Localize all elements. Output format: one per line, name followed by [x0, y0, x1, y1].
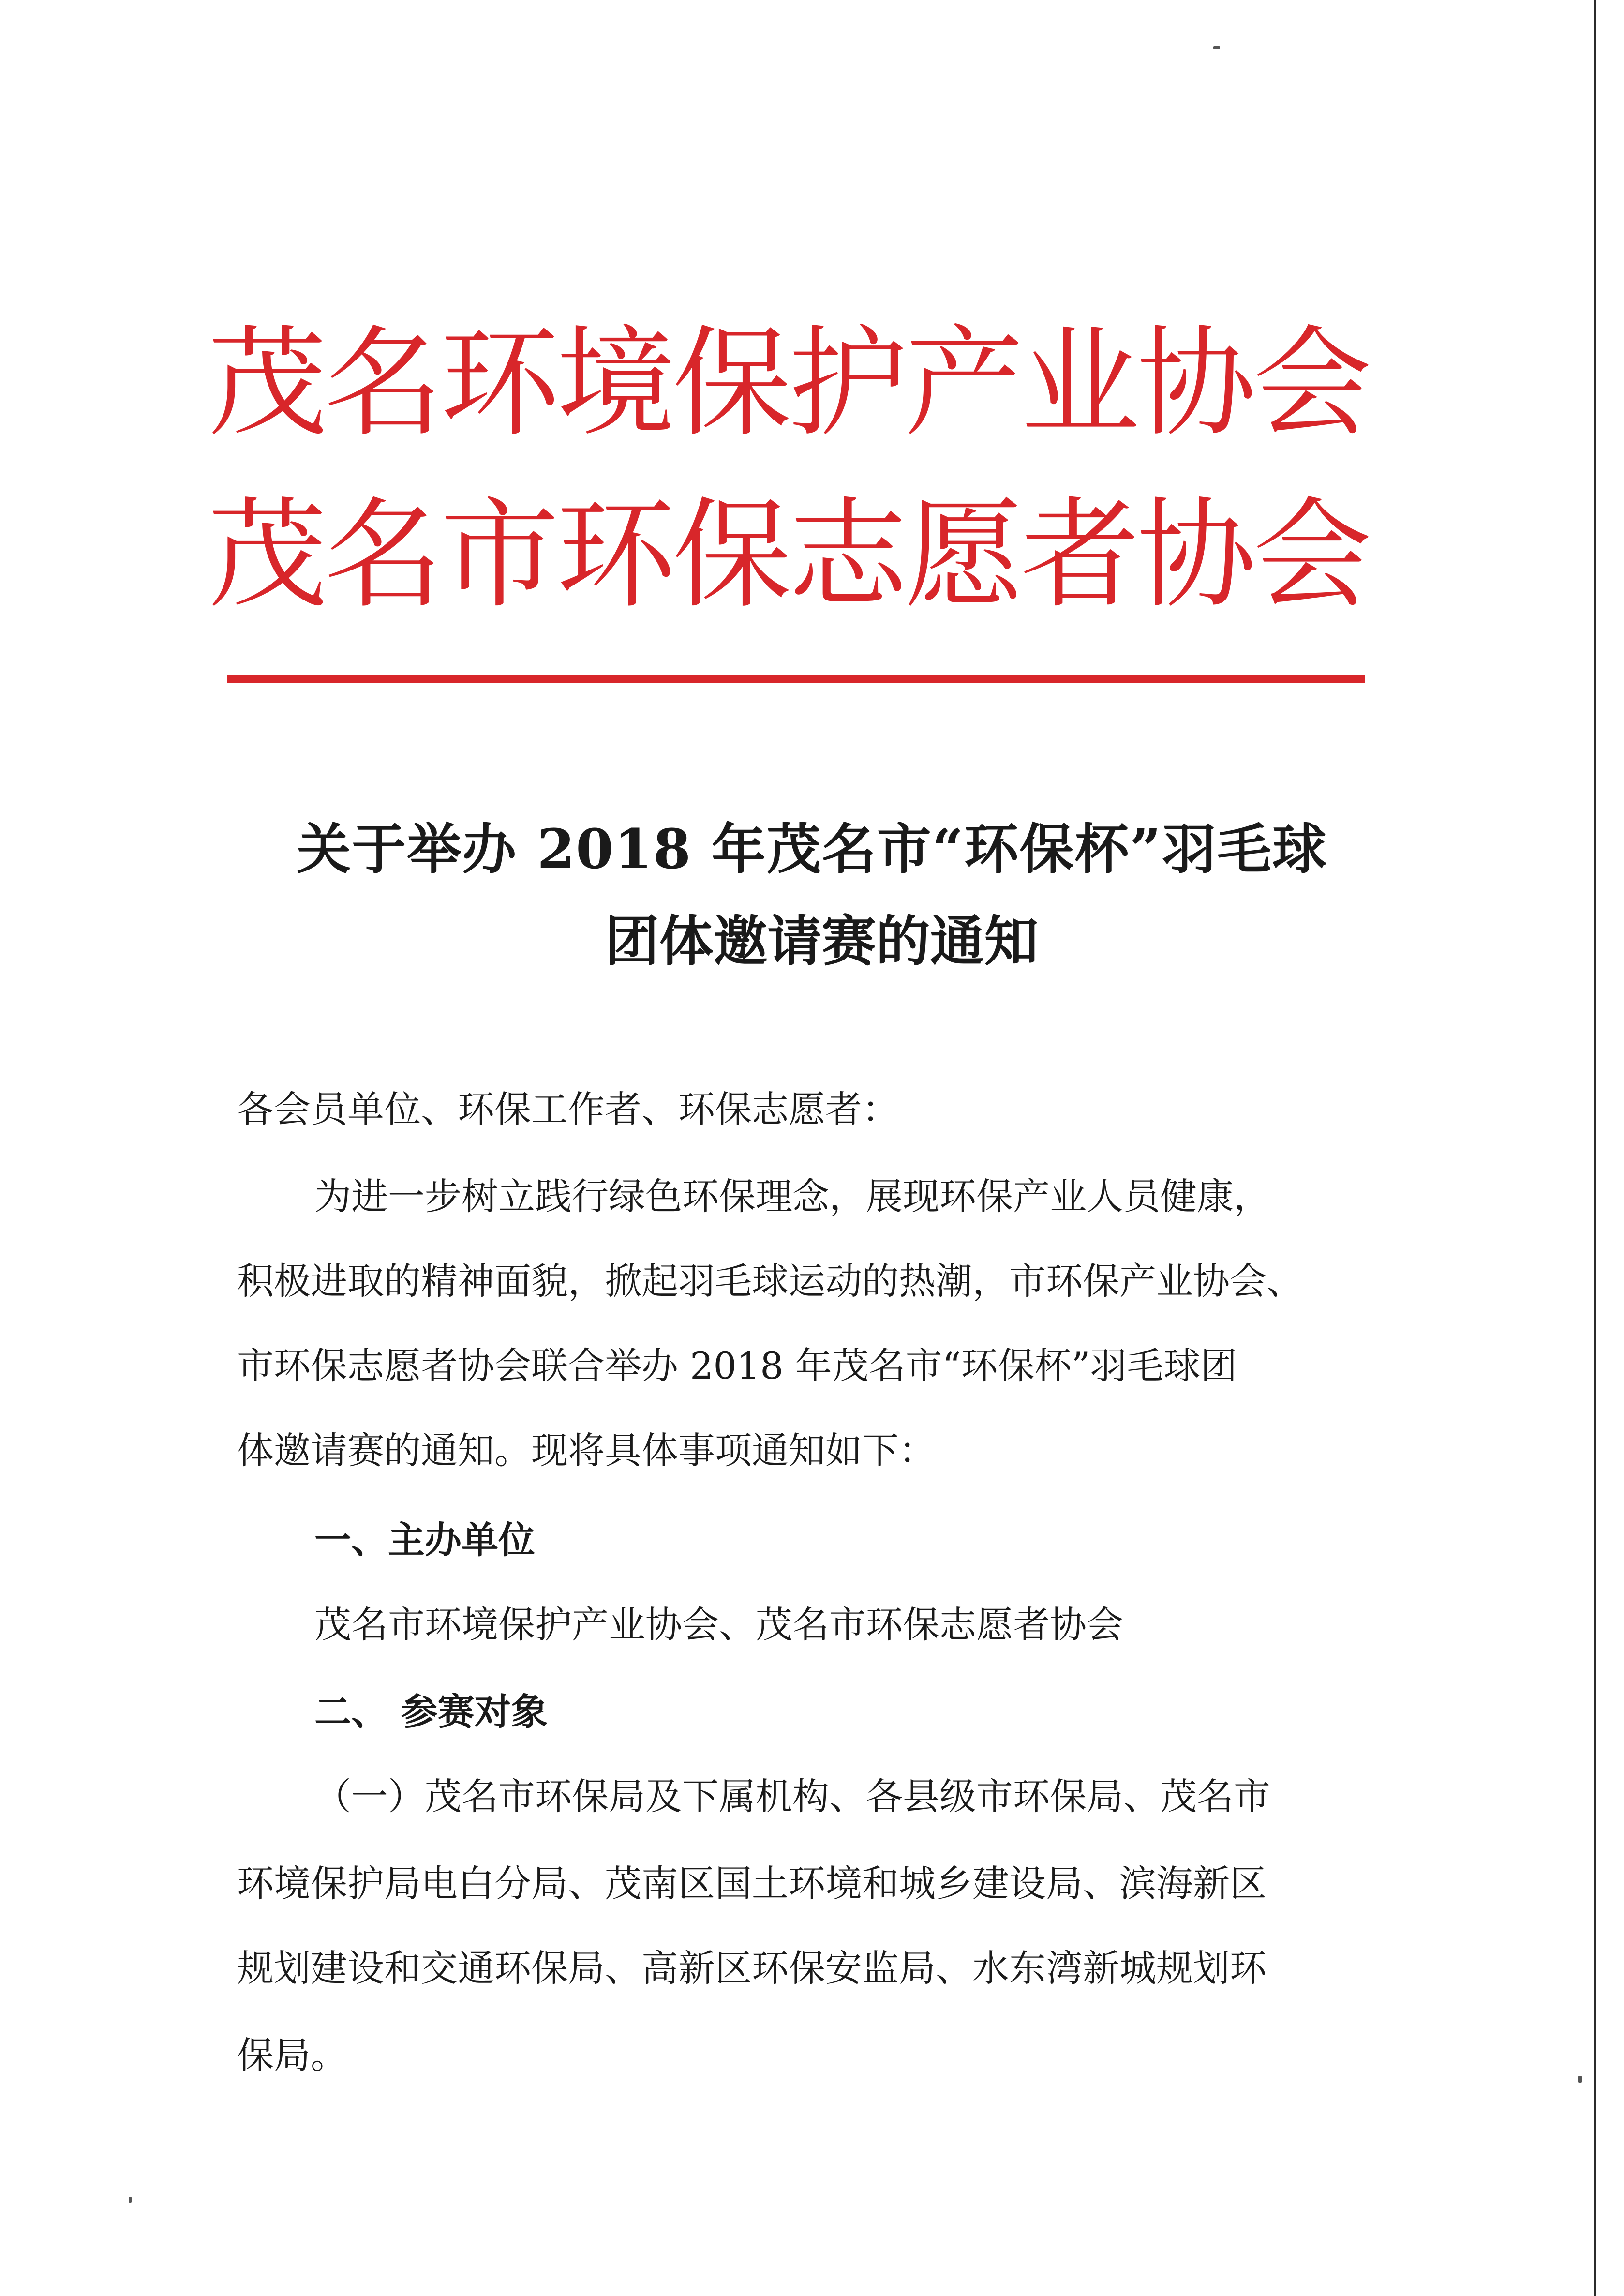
scan-speck — [129, 2197, 132, 2203]
section-content-organizer: 茂名市环境保护产业协会、茂名市环保志愿者协会 — [314, 1603, 1123, 1646]
intro-paragraph-line: 积极进取的精神面貌，掀起羽毛球运动的热潮，市环保产业协会、 — [237, 1260, 1303, 1303]
intro-paragraph-line: 体邀请赛的通知。现将具体事项通知如下： — [237, 1429, 936, 1472]
participants-item-line: 环境保护局电白分局、茂南区国土环境和城乡建设局、滨海新区 — [237, 1862, 1266, 1905]
scan-speck — [1578, 2076, 1582, 2083]
document-title-line-2: 团体邀请赛的通知 — [605, 910, 1039, 973]
participants-item-line: （一）茂名市环保局及下属机构、各县级市环保局、茂名市 — [314, 1775, 1270, 1818]
participants-item-line: 规划建设和交通环保局、高新区环保安监局、水东湾新城规划环 — [237, 1947, 1266, 1990]
letterhead-org-environmental-industry: 茂名环境保护产业协会 — [208, 315, 1370, 453]
scan-page-edge — [1594, 0, 1596, 2296]
scan-speck — [1213, 46, 1220, 49]
intro-paragraph-line: 为进一步树立践行绿色环保理念，展现环保产业人员健康， — [314, 1175, 1270, 1218]
intro-paragraph-line: 市环保志愿者协会联合举办 2018 年茂名市“环保杯”羽毛球团 — [237, 1344, 1237, 1387]
letterhead-org-volunteers: 茂名市环保志愿者协会 — [208, 486, 1370, 625]
letterhead-red-divider — [227, 675, 1365, 683]
section-heading-participants: 二、 参赛对象 — [314, 1690, 548, 1733]
document-title-line-1: 关于举办 2018 年茂名市“环保杯”羽毛球 — [297, 818, 1327, 881]
section-heading-organizer: 一、主办单位 — [314, 1518, 535, 1561]
salutation: 各会员单位、环保工作者、环保志愿者： — [237, 1088, 899, 1131]
participants-item-line: 保局。 — [237, 2034, 347, 2077]
